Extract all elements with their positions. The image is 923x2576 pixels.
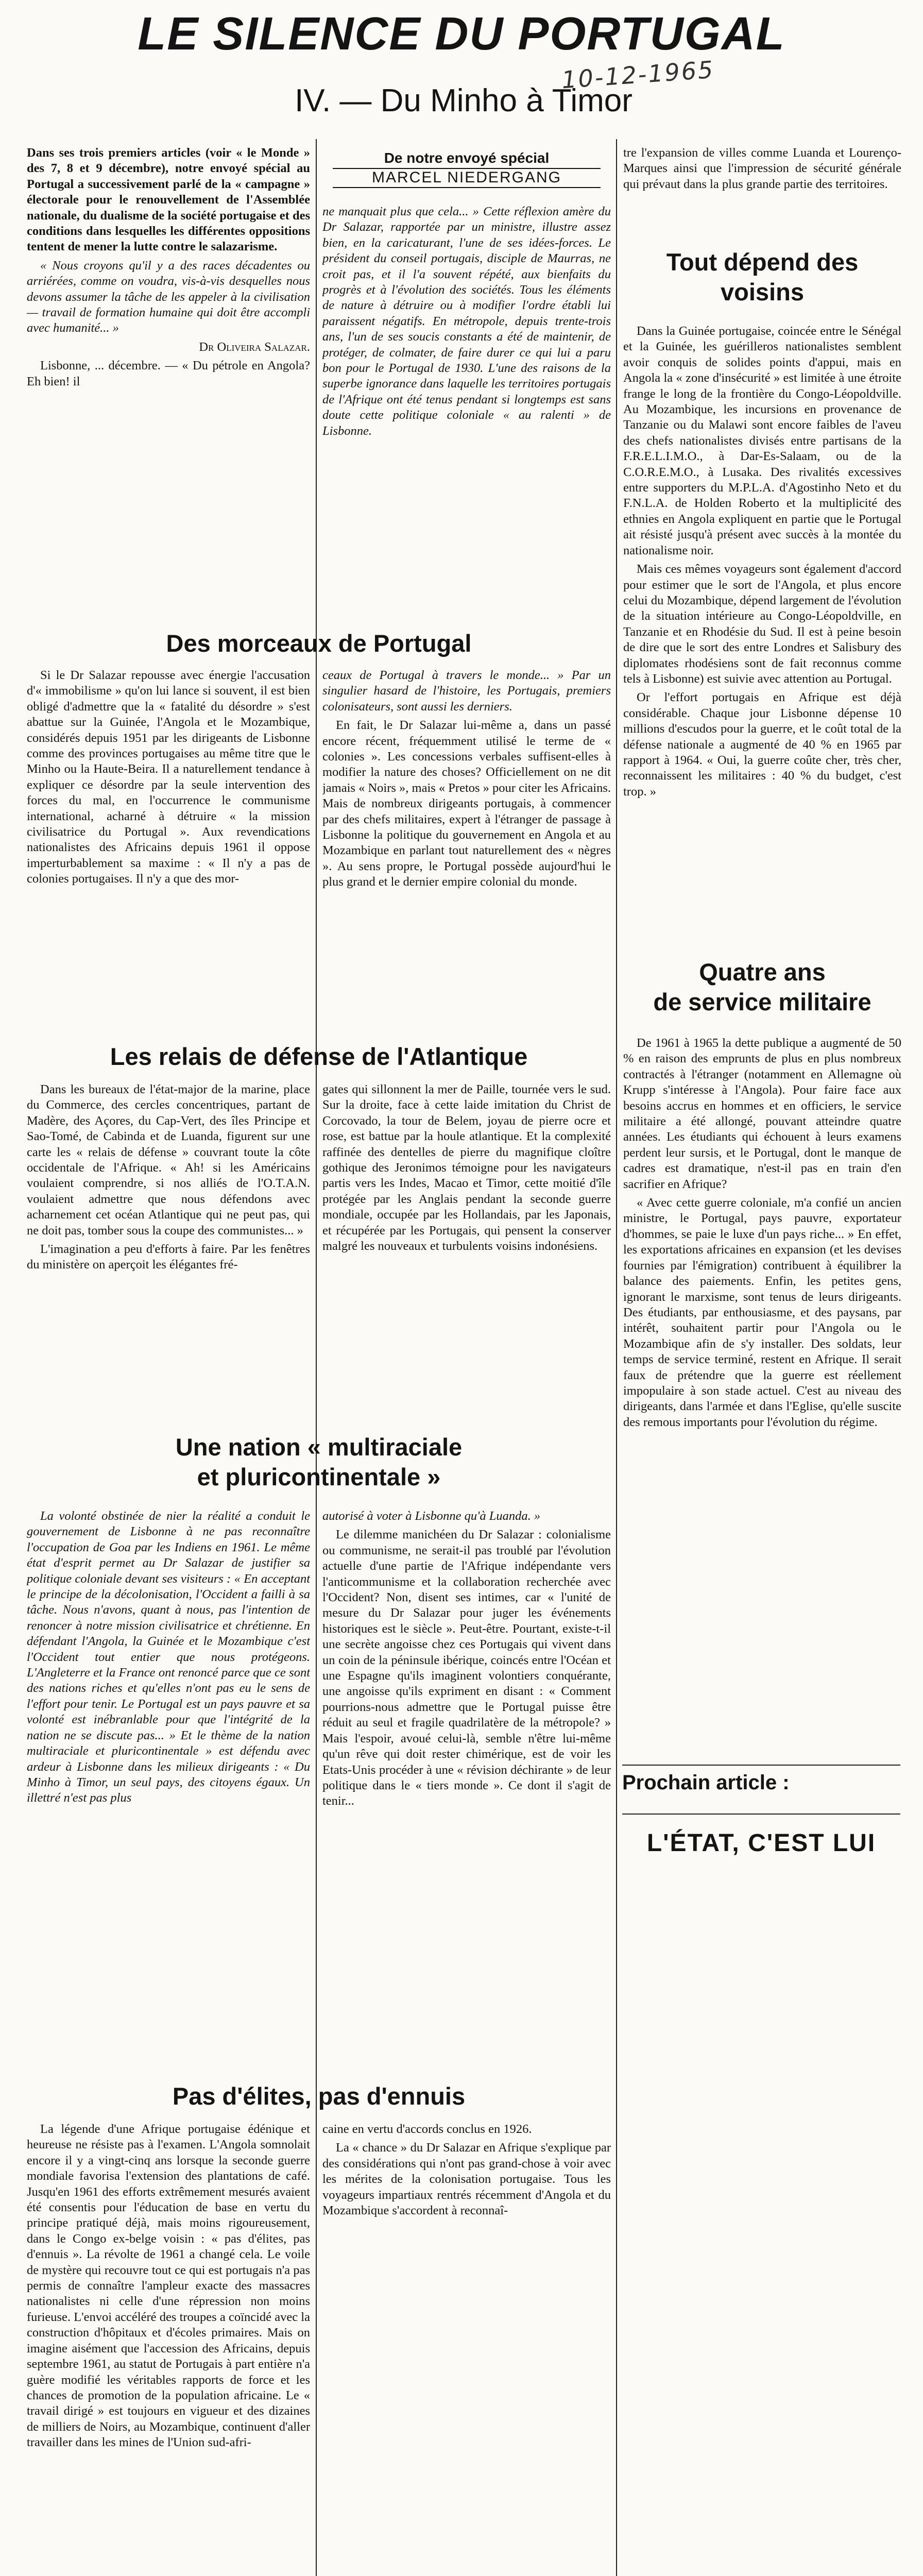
- morceaux-paragraph: En fait, le Dr Salazar lui-même a, dans un passé encore récent, fréquemment utilisé le terme de « colonies ». Les concessions verbales suffisent-elles à modifier la nature des choses? Officiellement on ne dit jamais « Noirs », mais « Pretos » pour citer les Africains. Mais de nombreux dirigeants portugais, à commencer par des chefs militaires, expert à l'étranger de passage à Lisbonne la politique du gouvernement en Angola et au Mozambique en parlant tout naturellement des « nègres ». Au sens propre, le Portugal possède aujourd'hui le plus grand et le dernier empire colonial du monde.: [322, 718, 611, 889]
- quatre-ans-text: [623, 1036, 901, 1757]
- relais-paragraph: gates qui sillonnent la mer de Paille, tournée vers le sud. Sur la droite, face à cette laide imitation du Christ de Corcovado, la tour de Belem, joyau de pierre ocre et rose, est battue par la houle atlantique. Et la complexité raffinée des dentelles de pierre du magnifique cloître gothique des Jeronimos témoigne pour les navigateurs partis vers les Indes, Macao et Timor, cette moitié d'île protégée par les Anglais pendant la seconde guerre mondiale, occupée par les Hollandais, par les Japonais, et récupérée par les Portugais, qui pensent la conserver malgré les nouveaux et turbulents voisins indonésiens.: [322, 1082, 611, 1253]
- heading-relais: Les relais de défense de l'Atlantique: [110, 1043, 528, 1070]
- byline-block: [322, 150, 611, 202]
- byline-author: MARCEL NIEDERGANG: [333, 168, 601, 188]
- next-article-rule: [622, 1765, 900, 1766]
- heading-nation: [27, 1432, 611, 1499]
- heading-elites: Pas d'élites, pas d'ennuis: [172, 2082, 466, 2110]
- heading-nation-line2: et pluricontinentale »: [197, 1463, 441, 1490]
- elites-paragraph: La légende d'une Afrique portugaise édénique et heureuse ne résiste pas à l'examen. L'Angola somnolait encore il y a vingt-cinq ans lorsque la seconde guerre mondiale favorisa l'extension des plantations de café. Jusqu'en 1961 des efforts extrêmement mesurés avaient été consentis pour l'éducation de base en vertu du principe pratiqué déjà, mais moins rigoureusement, dans le Congo ex-belge voisin : « pas d'élites, pas d'ennuis ». La révolte de 1961 a changé cela. Le voile de mystère qui recouvre tout ce qui est portugais n'a pas permis de connaître l'ampleur exacte des massacres nationalistes ni celle d'une répression non moins furieuse. L'envoi accéléré des troupes a coïncidé avec la construction d'hôpitaux et d'écoles primaires. Mais on imagine aisément que l'accession des Africains, depuis septembre 1961, au statut de Portugais à part entière n'a guère modifié les véritables rapports de force et les chances de promotion de la population africaine. Le « travail dirigé » est toujours en vigueur et des dizaines de milliers de Noirs, au Mozambique, continuent d'aller travailler dans les mines de l'Union sud-afri-: [27, 2122, 310, 2450]
- byline-envoy: De notre envoyé spécial: [384, 150, 550, 166]
- quote-author: Dr Oliveira Salazar.: [199, 340, 310, 354]
- morceaux-paragraph: Si le Dr Salazar repousse avec énergie l'accusation d'« immobilisme » qu'on lui lance si souvent, il est bien obligé d'admettre que la « fatalité du désordre » s'est abattue sur la Guinée, l'Angola et le Mozambique, considérés depuis 1951 par les dirigeants de Lisbonne comme des provinces portugaises au même titre que le Minho ou la Haute-Beira. Il a naturellement tendance à expliquer ce désordre par la seule intervention des forces du mal, en l'occurrence le communisme international, acharné à détruire « la mission civilisatrice du Portugal ». Aux revendications nationalistes des Africains depuis 1961 il oppose imperturbablement sa maxime : « Il n'y a pas de colonies portugaises. Il n'y a que des mor-: [27, 668, 310, 886]
- elites-text-b: [322, 2122, 611, 2576]
- dateline: Lisbonne, ... décembre. — « Du pétrole en Angola? Eh bien! il: [27, 359, 310, 388]
- nation-paragraph: La volonté obstinée de nier la réalité a conduit le gouvernement de Lisbonne à ne pas reconnaître l'occupation de Goa par les Indiens en 1961. Le même état d'esprit permet au Dr Salazar de justifier sa politique coloniale devant ses visiteurs : « En acceptant le principe de la décolonisation, l'Occident a failli à sa tâche. Nous n'avons, quant à nous, pas l'intention de renoncer à notre mission civilisatrice et chrétienne. En défendant l'Angola, la Guinée et le Mozambique c'est l'Occident tout entier que nous protégeons. L'Angleterre et la France ont renoncé parce que ce sont des nations riches et qu'elles n'ont pas eu le sens de l'effort pour tenir. Le Portugal est un pays pauvre et sa volonté est inébranlable pour que l'intégrité de la nation ne se discute pas... » Et le thème de la nation multiraciale et pluricontinentale » est défendu avec ardeur à Lisbonne dans les milieux dirigeants : « Du Minho à Timor, un seul pays, des citoyens égaux. Un illettré n'est pas plus: [27, 1509, 310, 1805]
- heading-tout-depend: Tout dépend des voisins: [666, 248, 859, 306]
- relais-paragraph: L'imagination a peu d'efforts à faire. Par les fenêtres du ministère on aperçoit les élégantes fré-: [27, 1242, 310, 1272]
- elites-paragraph: caine en vertu d'accords conclus en 1926.: [322, 2122, 532, 2136]
- tout-depend-text: [623, 324, 901, 931]
- heading-quatre-ans-line1: Quatre ans: [699, 958, 826, 986]
- col3-intro-text: [623, 145, 901, 223]
- tout-depend-paragraph: Mais ces mêmes voyageurs sont également d'accord pour estimer que le sort de l'Angola, et plus encore celui du Mozambique, dépend largement de l'évolution de la situation intérieure au Congo-Léopoldville, en Tanzanie et en Rhodésie du Sud. Il est à peine besoin de dire que le sort des entre Londres et Salisbury des diplomates rhodésiens sont de fait reconnus comme tels à Lisbonne) est suivie avec attention au Portugal.: [623, 562, 901, 686]
- tout-depend-paragraph: Dans la Guinée portugaise, coincée entre le Sénégal et la Guinée, les guérilleros nationalistes semblent avoir conquis de solides points d'appui, mais en Angola la « zone d'insécurité » est limitée à une étroite frange le long de la frontière du Congo-Léopoldville. Au Mozambique, les incursions en provenance de Tanzanie ou du Malawi sont encore faibles de l'aveu des chefs nationalistes divisés entre partisans de la F.R.E.L.I.M.O., à Dar-Es-Salaam, ou de la C.O.R.E.M.O., à Lusaka. Des rivalités excessives entre supporters du M.P.L.A. d'Agostinho Neto et du F.N.L.A. de Holden Roberto et la multiplicité des ethnies en Angola expliquent en partie que le Portugal ait résisté jusqu'à présent avec succès à la montée du nationalisme noir.: [623, 324, 901, 557]
- nation-text-b: [322, 1509, 611, 2070]
- quatre-ans-paragraph: De 1961 à 1965 la dette publique a augmenté de 50 % en raison des emprunts de plus en plus nombreux contractés à l'étranger (notamment en Allemagne où Krupp s'intéresse à l'Angola). Pour faire face aux besoins accrus en hommes et en officiers, le service militaire a été allongé, pouvant atteindre quatre années. Les étudiants qui échouent à leurs examens perdent leur sursis, et le Portugal, dont le manque de cadres est dramatique, n'est-il pas en train d'en sacrifier en Afrique?: [623, 1036, 901, 1191]
- elites-text-a: [27, 2122, 310, 2576]
- col2-paragraph: ne manquait plus que cela... » Cette réflexion amère du Dr Salazar, rapportée par un ministre, illustre assez bien, en la caricaturant, l'une de ses idées-forces. Le président du conseil portugais, disciple de Maurras, ne croit pas, et il l'a souvent répété, aux bienfaits du progrès et à l'évolution des sociétés. Tous les éléments de nature à détruire ou à modifier l'ordre établi lui paraissent négatifs. En métropole, depuis trente-trois ans, l'un de ses soucis constants a été de maintenir, de protéger, de colmater, de faire durer ce qui lui a paru bon pour le Portugal de 1930. L'une des raisons de la superbe ignorance dans laquelle les territoires portugais de l'Afrique ont été tenus pendant si longtemps est sans doute cette politique coloniale « au ralenti » de Lisbonne.: [322, 205, 611, 438]
- masthead: LE SILENCE DU PORTUGAL: [138, 8, 785, 60]
- heading-quatre-ans-line2: de service militaire: [653, 988, 871, 1015]
- tout-depend-paragraph: Or l'effort portugais en Afrique est déjà considérable. Chaque jour Lisbonne dépense 10 millions d'escudos pour la guerre, et le coût total de la défense nationale a augmenté de 40 % en 1965 par rapport à 1964. « Oui, la guerre coûte cher, très cher, reconnaissent les militaires : 40 % du budget, c'est trop. »: [623, 690, 901, 799]
- nation-paragraph: autorisé à voter à Lisbonne qu'à Luanda. »: [322, 1509, 541, 1523]
- morceaux-paragraph: ceaux de Portugal à travers le monde... » Par un singulier hasard de l'histoire, les Portugais, premiers colonisateurs, sont aussi les derniers.: [322, 668, 611, 714]
- quatre-ans-paragraph: « Avec cette guerre coloniale, m'a confié un ancien ministre, le Portugal, pays pauvre, exportateur d'hommes, se paie le luxe d'un pays riche... » En effet, les exportations africaines en expansion (et les devises fournies par l'émigration) contribuent à équilibrer la balance des paiements. Enfin, les petites gens, ignorant le marxisme, sont tenus de leurs dirigeants. Des étudiants, par enthousiasme, et des paysans, par intérêt, souhaitent partir pour l'Angola ou le Mozambique afin de s'y installer. Des soldats, leur temps de service terminé, restent en Afrique. Il serait faux de prétendre que la guerre est réellement impopulaire à son stade actuel. C'est au niveau des dirigeants, dans l'armée et dans l'Eglise, qu'elle suscite des remous importants pour l'évolution du régime.: [623, 1196, 901, 1429]
- col2-intro-text: [322, 204, 611, 632]
- next-article-rule-2: [622, 1814, 900, 1815]
- col3-paragraph: tre l'expansion de villes comme Luanda et Lourenço-Marques ainsi que l'impression de sécurité générale qui prévaut dans la plus grande partie des territoires.: [623, 146, 901, 191]
- heading-morceaux: Des morceaux de Portugal: [166, 630, 472, 657]
- nation-text-a: [27, 1509, 310, 2070]
- elites-paragraph: La « chance » du Dr Salazar en Afrique s'explique par des considérations qui n'ont pas grand-chose à voir avec les mérites de la colonisation portugaise. Tous les voyageurs impartiaux rentrés récemment d'Angola et du Mozambique s'accordent à reconnaî-: [322, 2141, 611, 2218]
- morceaux-text-b: [322, 668, 611, 1028]
- next-article-label: Prochain article :: [622, 1771, 790, 1794]
- heading-nation-line1: Une nation « multiraciale: [175, 1433, 463, 1461]
- column-rule-1: [316, 139, 317, 2576]
- intro-block: [27, 145, 310, 619]
- handwritten-date: 10-12-1965: [560, 55, 715, 94]
- article-subtitle: IV. — Du Minho à Timor: [295, 83, 633, 118]
- relais-paragraph: Dans les bureaux de l'état-major de la marine, place du Commerce, des cercles concentriques, partant de Madère, des Açores, du Cap-Vert, des îles Principe et Sao-Tomé, de Cabinda et de Luanda, figurent sur une carte les « relais de défense » couvrant toute la côte occidentale de l'Afrique. « Ah! si les Américains voulaient comprendre, si nos alliés de l'O.T.A.N. voulaient admettre que nous défendons avec acharnement cet océan Atlantique qui ne peut pas, qui ne doit pas, tomber sous la coupe des communistes... »: [27, 1082, 310, 1238]
- nation-paragraph: Le dilemme manichéen du Dr Salazar : colonialisme ou communisme, ne serait-il pas troublé par l'évolution actuelle d'une partie de l'Afrique indépendante vers l'anticommunisme et la collaboration recherchée avec l'Occident? Non, disent ses intimes, car « l'unité de mesure du Dr Salazar pour juger les événements historiques est le siècle ». Peut-être. Pourtant, existe-t-il une secrète angoisse chez ces Portugais qui vivent dans un coin de la péninsule ibérique, coincés entre l'Océan et une Espagne qu'ils imaginent volontiers conquérante, une angoisse qu'ils expriment en disant : « Comment pourrions-nous admettre que le Portugal puisse être réduit au seul et fragile quadrilatère de la métropole? » Mais l'espoir, avoué celui-là, semble n'être lui-même qu'un rêve qui doit rester chimérique, est de voir les Etats-Unis procéder à une « révision déchirante » de leur politique dans le « tiers monde ». Ce dont il s'agit de tenir...: [322, 1528, 611, 1808]
- salazar-quote: « Nous croyons qu'il y a des races décadentes ou arriérées, comme on voudra, vis-à-vis desquelles nous devons assumer la tâche de les appeler à la civilisation — travail de formation humaine qui doit être accompli avec humanité... »: [27, 258, 310, 335]
- morceaux-text-a: [27, 668, 310, 1028]
- next-article-title: L'ÉTAT, C'EST LUI: [646, 1829, 876, 1857]
- relais-text-b: [322, 1082, 611, 1422]
- column-rule-2: [616, 139, 617, 2576]
- intro-lead: Dans ses trois premiers articles (voir « le Monde » des 7, 8 et 9 décembre), notre envoyé spécial au Portugal a successivement parlé de la « campagne » électorale pour le renouvellement de l'Assemblée nationale, du dualisme de la société portugaise et des conditions dans lesquelles les différentes oppositions tentent de mener la lutte contre le salazarisme.: [27, 146, 310, 254]
- heading-quatre-ans: [634, 957, 891, 1024]
- relais-text-a: [27, 1082, 310, 1422]
